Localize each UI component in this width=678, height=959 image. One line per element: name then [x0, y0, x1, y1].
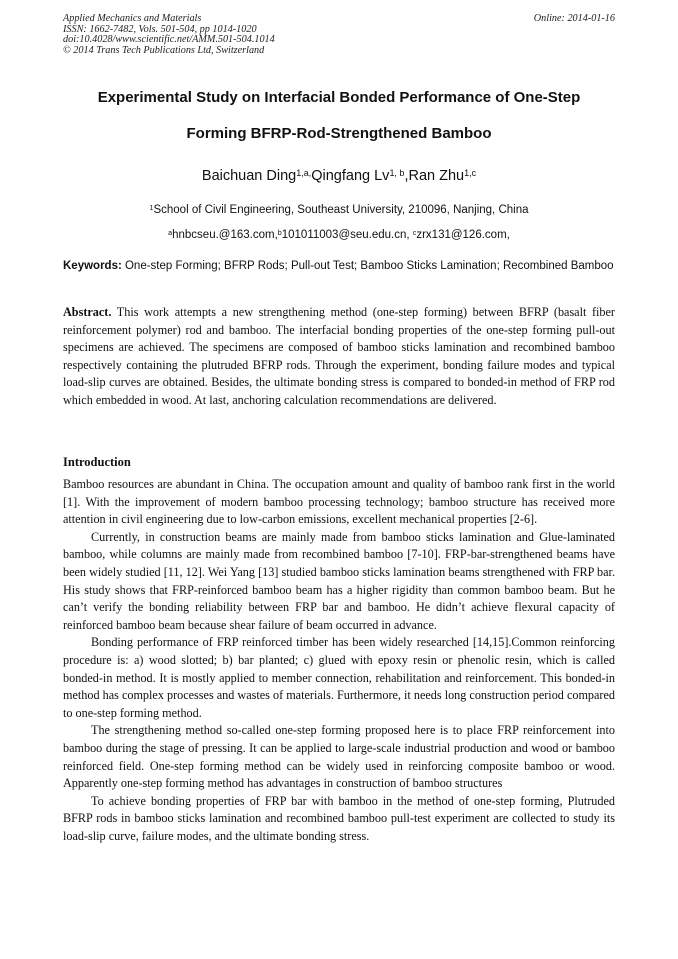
email-link[interactable]: zrx131@126.com, — [416, 229, 510, 241]
paper-title-line-1: Experimental Study on Interfacial Bonded Performance of One-Step — [97, 89, 581, 106]
section-heading-introduction: Introduction — [63, 455, 131, 469]
author-name: Qingfang Lv — [311, 168, 390, 184]
author-superscript: 1,a, — [296, 167, 312, 178]
journal-header — [63, 14, 275, 56]
keywords-text: One-step Forming; BFRP Rods; Pull-out Test; Bamboo Sticks Lamination; Recombined Bamboo — [121, 260, 614, 272]
affiliation-text: School of Civil Engineering, Southeast University, 210096, Nanjing, China — [153, 204, 529, 216]
paragraph: Bonding performance of FRP reinforced timber has been widely researched [14,15].Common reinforcing procedure is: a) wood slotted; b) bar planted; c) glued with epoxy resin or phenolic resin, which is called bonded-in method. It is mostly applied to member connection, rehabilitation and reinforcement. This bonded-in method has complex processes and wastes of materials. Furthermore, it needs long construction period compared to one-step forming method. — [63, 635, 615, 720]
email-superscript: a — [168, 228, 173, 237]
abstract-label: Abstract. — [63, 305, 112, 319]
introduction-body — [63, 476, 615, 845]
affiliation-superscript: 1 — [149, 203, 154, 212]
paragraph: To achieve bonding properties of FRP bar with bamboo in the method of one-step forming, Plutruded BFRP rods in bamboo sticks lamination and recombined bamboo pull-test experiment are collected to study its load-slip curve, failure modes, and the ultimate bonding stress. — [63, 793, 615, 843]
keywords-label: Keywords: — [63, 260, 122, 272]
abstract — [63, 304, 615, 410]
author-superscript: 1, b — [389, 167, 405, 178]
copyright-line: © 2014 Trans Tech Publications Ltd, Switzerland — [63, 44, 265, 56]
email-link[interactable]: hnbcseu.@163.com, — [172, 229, 278, 241]
paragraph: The strengthening method so-called one-step forming proposed here is to place FRP reinforcement into bamboo during the stage of pressing. It can be applied to large-scale industrial production and wood or bamboo reinforced field. One-step forming method can be widely used in reinforcing composite bamboo or wood. Apparently one-step forming method has advantages in construction of bamboo structures — [63, 723, 615, 791]
email-link[interactable]: 101011003@seu.edu.cn, — [281, 229, 413, 241]
paragraph: Currently, in construction beams are mainly made from bamboo sticks lamination and Glue-laminated bamboo, while columns are mainly made from recombined bamboo [7-10]. FRP-bar-strengthened beams have been widely studied [11, 12]. Wei Yang [13] studied bamboo sticks lamination beams strengthened with FRP bar. His study shows that FRP-reinforced bamboo beam has a higher rigidity than common bamboo beam. But he can’t verify the bonding reliability between FRP bar and bamboo. He didn’t achieve flexural capacity of reinforced bamboo beam because shear failure of beam occurred in advance. — [63, 529, 615, 632]
author-list — [40, 166, 638, 187]
abstract-text: This work attempts a new strengthening method (one-step forming) between BFRP (basalt fiber reinforcement polymer) rod and bamboo. The interfacial bonding properties of the one-step forming pull-out specimens are achieved. The specimens are composed of bamboo sticks lamination and recombined bamboo respectively containing the plutruded BFRP rods. Through the experiment, bonding failure modes and typical load-slip curves are obtained. Besides, the ultimate bonding stress is compared to bonded-in method of FRP rod which embedded in wood. At last, anchoring calculation recommendations are delivered. — [63, 305, 615, 407]
paragraph: Bamboo resources are abundant in China. The occupation amount and quality of bamboo rank first in the world [1]. With the improvement of modern bamboo processing technology; bamboo structure has received more attention in civil engineering due to low-carbon emissions, excellent mechanical properties [2-6]. — [63, 477, 615, 527]
journal-name: Applied Mechanics and Materials — [63, 13, 202, 24]
issn-line: ISSN: 1662-7482, Vols. 501-504, pp 1014-1020 — [63, 23, 257, 35]
author-superscript: 1,c — [464, 167, 477, 178]
email-superscript: b — [277, 228, 282, 237]
email-superscript: c — [412, 228, 417, 237]
author-name: Baichuan Ding — [201, 168, 297, 184]
email-list — [40, 227, 638, 244]
online-date: Online: 2014-01-16 — [533, 13, 615, 24]
affiliation — [40, 202, 638, 219]
doi-line: doi:10.4028/www.scientific.net/AMM.501-504.1014 — [63, 34, 275, 46]
paper-title-line-2: Forming BFRP-Rod-Strengthened Bamboo — [186, 125, 492, 142]
author-name: ,Ran Zhu — [404, 168, 465, 184]
keywords — [63, 259, 615, 275]
